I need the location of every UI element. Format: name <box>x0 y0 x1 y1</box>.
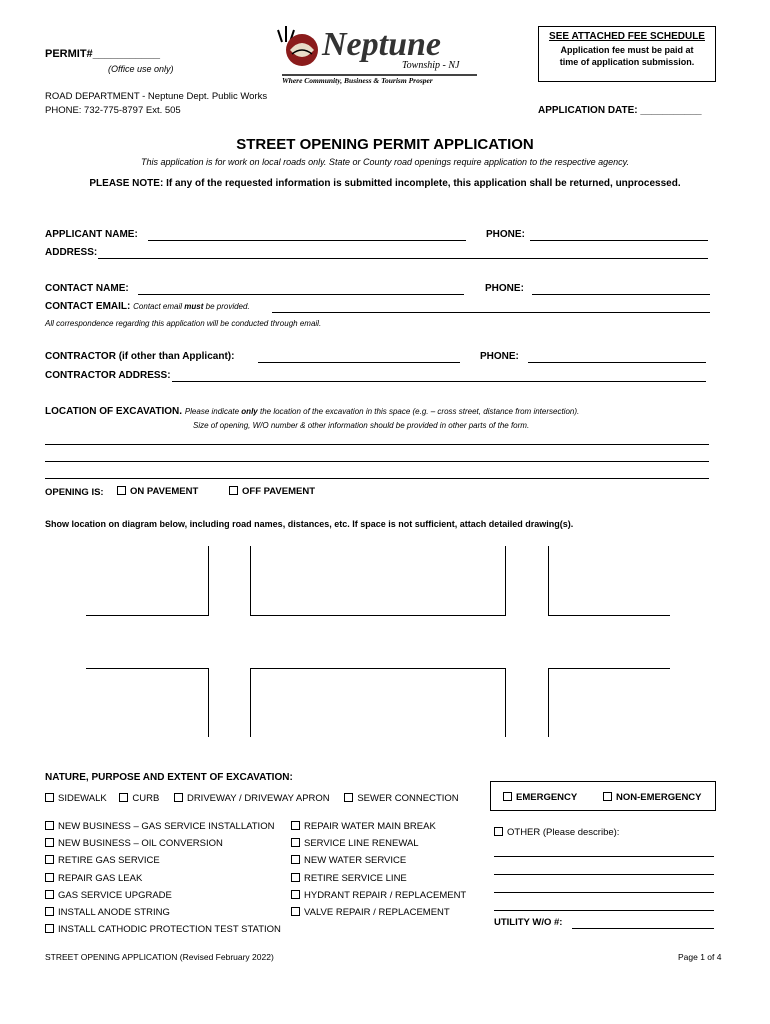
other-line-4[interactable] <box>494 910 714 911</box>
contractor-field[interactable] <box>258 362 460 363</box>
contact-name-label: CONTACT NAME: <box>45 283 129 294</box>
checkbox[interactable] <box>291 855 300 864</box>
contact-phone-field[interactable] <box>532 294 710 295</box>
checkbox[interactable] <box>45 855 54 864</box>
footer-left: STREET OPENING APPLICATION (Revised February 2022) <box>45 952 274 962</box>
location-line-2[interactable] <box>45 461 709 462</box>
contractor-address-field[interactable] <box>172 381 706 382</box>
other-checkbox[interactable] <box>494 827 503 836</box>
contact-phone-label: PHONE: <box>485 283 524 294</box>
on-pavement-option[interactable]: ON PAVEMENT <box>117 486 198 497</box>
nature-item[interactable]: RETIRE SERVICE LINE <box>291 870 466 887</box>
logo-name: Neptune <box>322 26 441 63</box>
checkbox[interactable] <box>45 924 54 933</box>
dept-phone: PHONE: 732-775-8797 Ext. 505 <box>45 105 181 116</box>
location-line-3[interactable] <box>45 478 709 479</box>
non-emergency-option[interactable]: NON-EMERGENCY <box>603 792 702 803</box>
sidewalk-option[interactable]: SIDEWALK <box>45 793 107 804</box>
nature-item[interactable]: REPAIR GAS LEAK <box>45 870 281 887</box>
checkbox[interactable] <box>45 838 54 847</box>
nature-col-1 <box>45 818 281 938</box>
checkbox[interactable] <box>45 890 54 899</box>
utility-wo-label: UTILITY W/O #: <box>494 917 563 928</box>
fee-line2: time of application submission. <box>559 57 695 67</box>
permit-label: PERMIT#___________ <box>45 48 160 60</box>
on-pavement-checkbox[interactable] <box>117 486 126 495</box>
checkbox[interactable] <box>291 838 300 847</box>
nature-item[interactable]: NEW BUSINESS – GAS SERVICE INSTALLATION <box>45 818 281 835</box>
applicant-name-field[interactable] <box>148 240 466 241</box>
applicant-phone-field[interactable] <box>530 240 708 241</box>
emergency-option[interactable]: EMERGENCY <box>503 792 577 803</box>
application-date-label: APPLICATION DATE: ___________ <box>538 105 702 116</box>
location-line-1[interactable] <box>45 444 709 445</box>
contractor-label: CONTRACTOR (if other than Applicant): <box>45 351 235 362</box>
utility-wo-field[interactable] <box>572 928 714 929</box>
logo-subtitle: Township - NJ <box>402 60 460 71</box>
other-line-3[interactable] <box>494 892 714 893</box>
contractor-phone-field[interactable] <box>528 362 706 363</box>
checkbox[interactable] <box>291 890 300 899</box>
sidewalk-checkbox[interactable] <box>45 793 54 802</box>
driveway-checkbox[interactable] <box>174 793 183 802</box>
off-pavement-option[interactable]: OFF PAVEMENT <box>229 486 315 497</box>
neptune-seal-icon <box>272 24 324 72</box>
checkbox[interactable] <box>291 873 300 882</box>
location-label: LOCATION OF EXCAVATION. Please indicate only the location of the excavation in this space (e.g. – cross street, distance from intersection). <box>45 406 580 417</box>
checkbox[interactable] <box>291 907 300 916</box>
checkbox[interactable] <box>45 873 54 882</box>
fee-line1: Application fee must be paid at <box>560 45 694 55</box>
logo-tagline: Where Community, Business & Tourism Prosper <box>282 76 433 85</box>
incomplete-note: PLEASE NOTE: If any of the requested information is submitted incomplete, this application shall be returned, unprocessed. <box>89 178 681 189</box>
other-line-1[interactable] <box>494 856 714 857</box>
address-label: ADDRESS: <box>45 247 98 258</box>
neptune-logo <box>272 24 482 86</box>
curb-checkbox[interactable] <box>119 793 128 802</box>
nature-item[interactable]: REPAIR WATER MAIN BREAK <box>291 818 466 835</box>
contact-email-label: CONTACT EMAIL: Contact email must be provided. <box>45 301 250 312</box>
nature-title: NATURE, PURPOSE AND EXTENT OF EXCAVATION: <box>45 772 293 783</box>
curb-option[interactable]: CURB <box>119 793 159 804</box>
checkbox[interactable] <box>45 821 54 830</box>
nature-item[interactable]: NEW WATER SERVICE <box>291 852 466 869</box>
diagram-instructions: Show location on diagram below, including road names, distances, etc. If space is not sufficient, attach detailed drawing(s). <box>45 519 574 529</box>
location-hint-2: Size of opening, W/O number & other information should be provided in other parts of the form. <box>193 421 530 430</box>
nature-item[interactable]: VALVE REPAIR / REPLACEMENT <box>291 904 466 921</box>
page-title: STREET OPENING PERMIT APPLICATION <box>236 136 534 153</box>
nature-top-row <box>45 793 459 804</box>
driveway-option[interactable]: DRIVEWAY / DRIVEWAY APRON <box>174 793 330 804</box>
nature-col-2 <box>291 818 466 921</box>
nature-item[interactable]: RETIRE GAS SERVICE <box>45 852 281 869</box>
nature-item[interactable]: GAS SERVICE UPGRADE <box>45 887 281 904</box>
nature-item[interactable]: INSTALL CATHODIC PROTECTION TEST STATION <box>45 921 281 938</box>
address-field[interactable] <box>98 258 708 259</box>
nature-item[interactable]: NEW BUSINESS – OIL CONVERSION <box>45 835 281 852</box>
intro-text: This application is for work on local roads only. State or County road openings require application to the respective agency. <box>141 157 629 167</box>
correspondence-note: All correspondence regarding this application will be conducted through email. <box>45 319 322 328</box>
contractor-phone-label: PHONE: <box>480 351 519 362</box>
page-number: Page 1 of 4 <box>678 952 722 962</box>
other-line-2[interactable] <box>494 874 714 875</box>
checkbox[interactable] <box>45 907 54 916</box>
off-pavement-checkbox[interactable] <box>229 486 238 495</box>
fee-schedule-box <box>538 26 716 82</box>
sewer-checkbox[interactable] <box>344 793 353 802</box>
non-emergency-checkbox[interactable] <box>603 792 612 801</box>
contact-name-field[interactable] <box>138 294 464 295</box>
applicant-phone-label: PHONE: <box>486 229 525 240</box>
nature-item[interactable]: INSTALL ANODE STRING <box>45 904 281 921</box>
nature-item[interactable]: HYDRANT REPAIR / REPLACEMENT <box>291 887 466 904</box>
opening-label: OPENING IS: <box>45 487 104 498</box>
checkbox[interactable] <box>291 821 300 830</box>
emergency-checkbox[interactable] <box>503 792 512 801</box>
other-option[interactable]: OTHER (Please describe): <box>494 827 619 838</box>
nature-item[interactable]: SERVICE LINE RENEWAL <box>291 835 466 852</box>
fee-title: SEE ATTACHED FEE SCHEDULE <box>549 31 705 42</box>
contractor-address-label: CONTRACTOR ADDRESS: <box>45 370 171 381</box>
contact-email-field[interactable] <box>272 312 710 313</box>
office-use-note: (Office use only) <box>108 64 174 74</box>
sewer-option[interactable]: SEWER CONNECTION <box>344 793 458 804</box>
applicant-name-label: APPLICANT NAME: <box>45 229 138 240</box>
dept-line: ROAD DEPARTMENT - Neptune Dept. Public Works <box>45 91 268 102</box>
